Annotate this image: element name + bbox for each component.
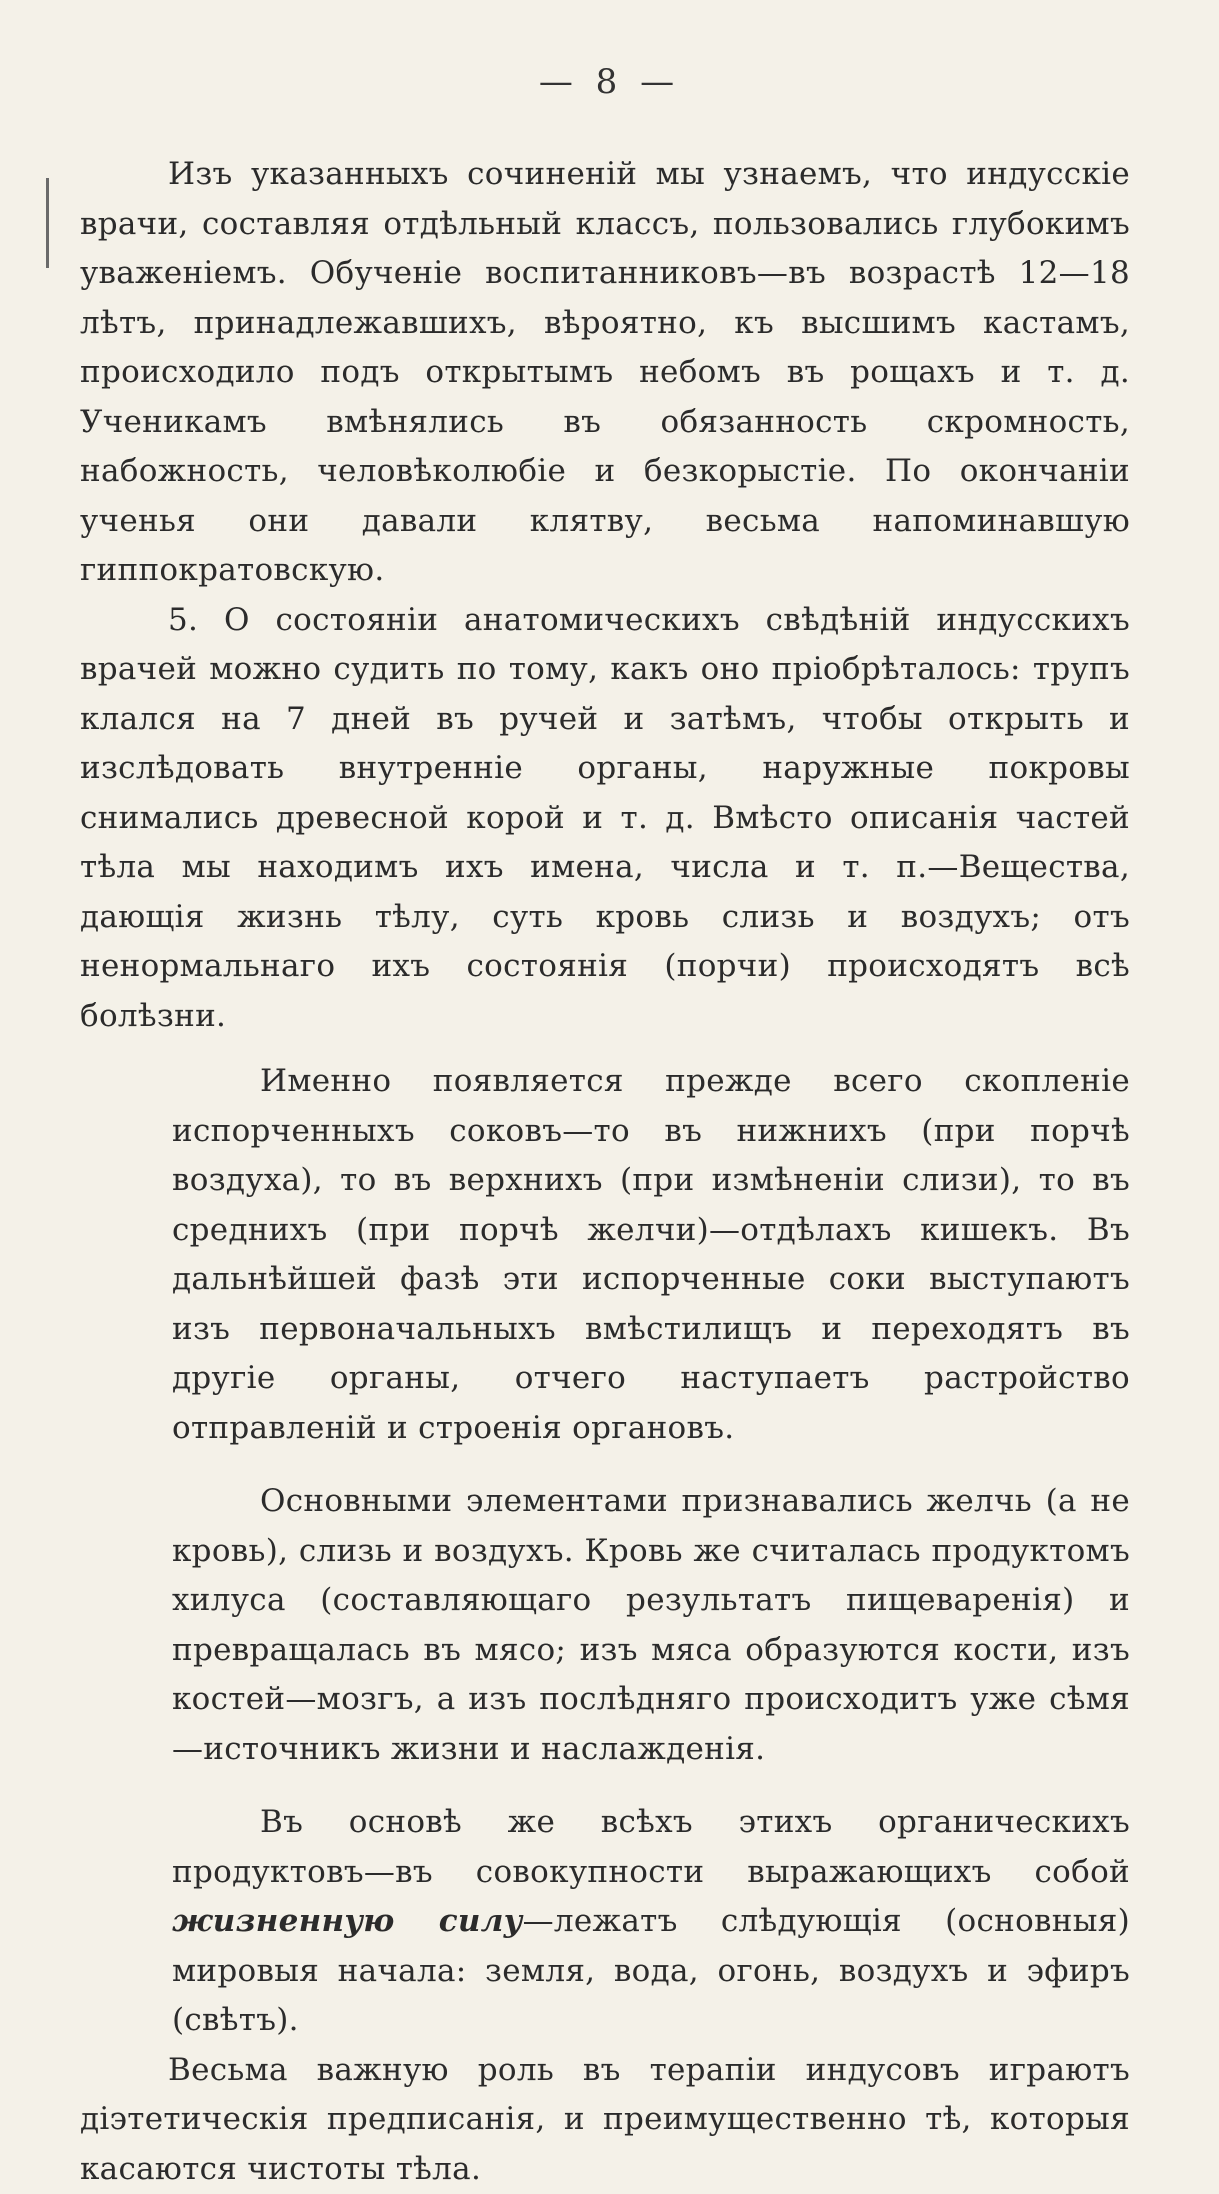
- paragraph-1: Изъ указанныхъ сочиненій мы узнаемъ, что индусскіе врачи, составляя отдѣльный классъ, пользовались глубокимъ уваженіемъ. Обученіе воспитанниковъ—въ возрастѣ 12—18 лѣтъ, принадлежавшихъ, вѣроятно, къ высшимъ кастамъ, происходило подъ открытымъ небомъ въ рощахъ и т. д. Ученикамъ вмѣнялись въ обязанность скромность, набожность, человѣколюбіе и безкорыстіе. По окончаніи ученья они давали клятву, весьма напоминавшую гиппократовскую.: [80, 150, 1130, 596]
- page-number: — 8 —: [0, 62, 1219, 102]
- paragraph-2: 5. О состояніи анатомическихъ свѣдѣній индусскихъ врачей можно судить по тому, какъ оно пріобрѣталось: трупъ клался на 7 дней въ ручей и затѣмъ, чтобы открыть и изслѣдовать внутренніе органы, наружные покровы снимались древесной корой и т. д. Вмѣсто описанія частей тѣла мы находимъ ихъ имена, числа и т. п.—Вещества, дающія жизнь тѣлу, суть кровь слизь и воздухъ; отъ ненормальнаго ихъ состоянія (порчи) происходятъ всѣ болѣзни.: [80, 596, 1130, 1042]
- paragraph-6: Весьма важную роль въ терапіи индусовъ играютъ діэтетическія предписанія, и преимущественно тѣ, которыя касаются чистоты тѣла.: [80, 2046, 1130, 2194]
- paragraph-5-end: —лежатъ слѣдующія (основныя) мировыя начала: земля, вода, огонь, воздухъ и эфиръ (свѣтъ).: [172, 1903, 1130, 2038]
- paragraph-5-start: Въ основѣ же всѣхъ этихъ органическихъ продуктовъ—въ совокупности выражающихъ собой: [172, 1804, 1130, 1890]
- paragraph-3: Именно появляется прежде всего скопленіе испорченныхъ соковъ—то въ нижнихъ (при порчѣ воздуха), то въ верхнихъ (при измѣненіи слизи), то въ среднихъ (при порчѣ желчи)—отдѣлахъ кишекъ. Въ дальнѣйшей фазѣ эти испорченные соки выступаютъ изъ первоначальныхъ вмѣстилищъ и переходятъ въ другіе органы, отчего наступаетъ растройство отправленій и строенія органовъ.: [172, 1057, 1130, 1453]
- body-text: [80, 150, 1130, 2194]
- margin-mark: [46, 178, 49, 268]
- emphasis-vital-force: жизненную силу: [172, 1903, 523, 1939]
- paragraph-5: [172, 1798, 1130, 2046]
- paragraph-4: Основными элементами признавались желчь (а не кровь), слизь и воздухъ. Кровь же считалась продуктомъ хилуса (составляющаго результатъ пищеваренія) и превращалась въ мясо; изъ мяса образуются кости, изъ костей—мозгъ, а изъ послѣдняго происходитъ уже сѣмя —источникъ жизни и наслажденія.: [172, 1477, 1130, 1774]
